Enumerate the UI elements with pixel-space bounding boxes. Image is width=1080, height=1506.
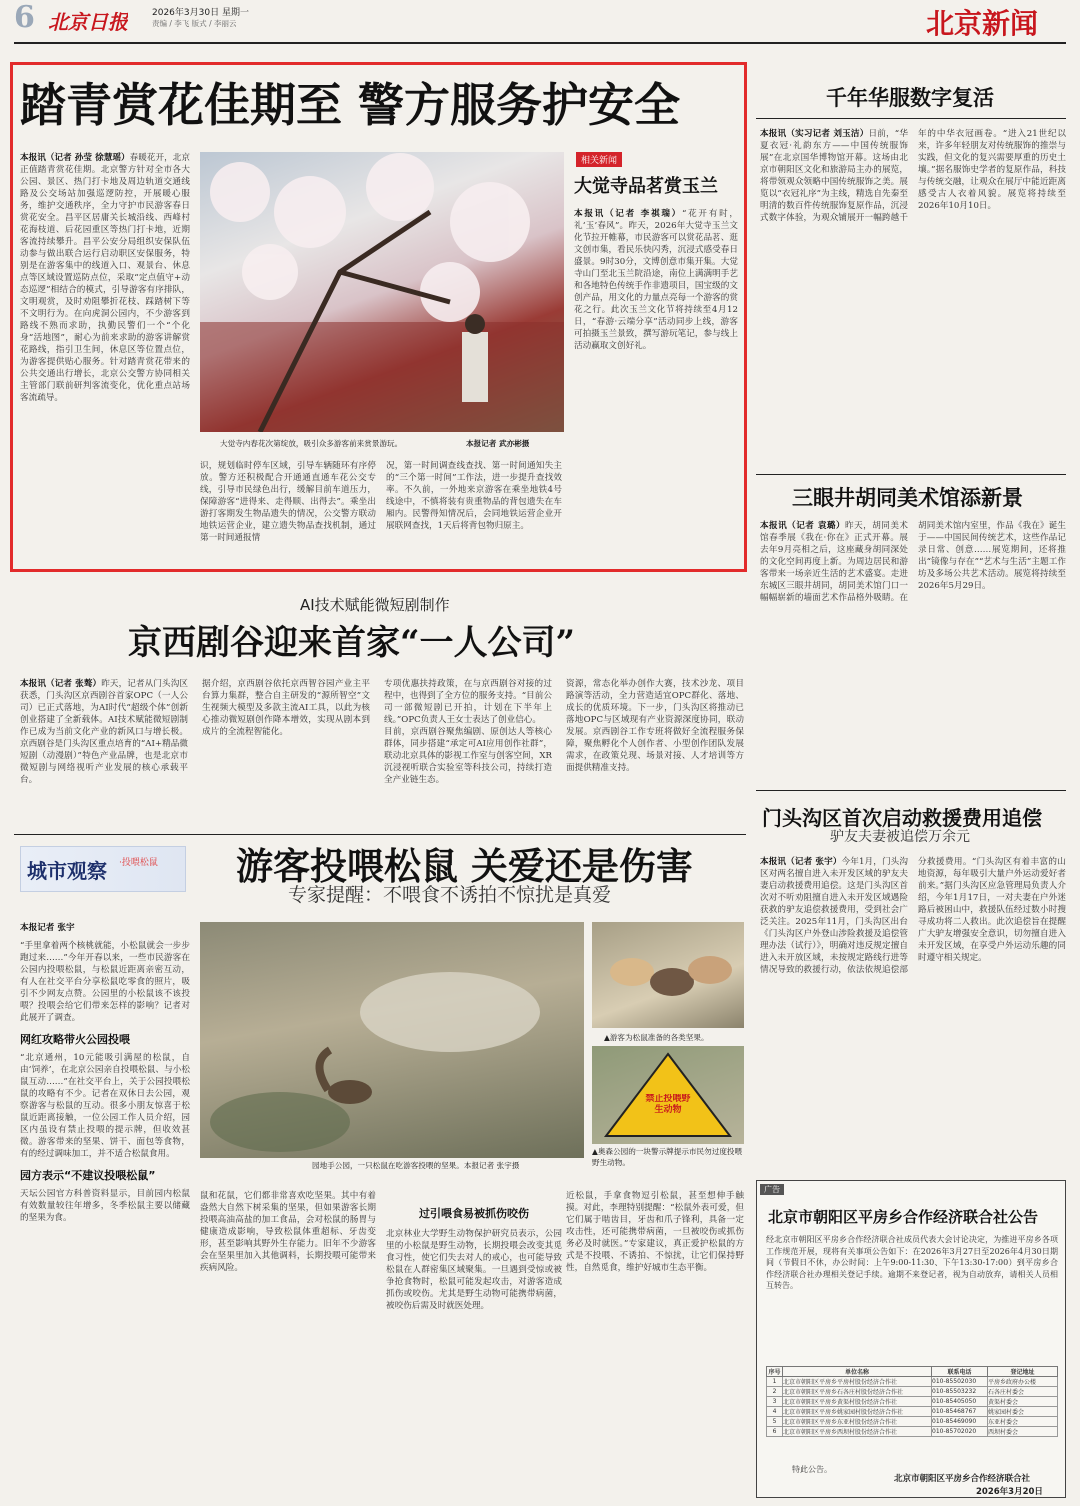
- notice-table-header: [767, 1367, 1058, 1377]
- ai-byline: 本报讯（记者 张骜）: [20, 679, 102, 689]
- notice-table-head-cell: 序号: [767, 1367, 783, 1377]
- museum-byline: 本报讯（记者 袁璐）: [760, 521, 846, 531]
- table-row: [767, 1417, 1058, 1427]
- masthead-rule: [14, 42, 1066, 44]
- rescue-subheadline: 驴友夫妻被追偿万余元: [830, 829, 970, 845]
- museum-top-rule: [756, 474, 1066, 475]
- ai-col1: [20, 678, 188, 828]
- notice-sign-date: 2026年3月20日: [976, 1487, 1043, 1497]
- notice-text: 经北京市朝阳区平房乡合作经济联合社成员代表大会讨论决定，为推进平房乡各项工作规范开展，现将有关事项公告如下：在2026年3月27日至2026年4月30日期间（节假日不休，办公时间：上午9:00-11:30、下午13:30-17:00）到平房乡合作经济联合社办理相关登记手续。逾期不来登记者，视为自动放弃，请相关人员相互转告。: [766, 1235, 1058, 1290]
- rescue-text: 今年1月，门头沟区对两名擅自进入未开发区域的驴友夫妻启动救援费用追偿。这是门头沟区首次对不听劝阻擅自进入未开发区域遇险获救的驴友追偿救援费用，受到社会广泛关注。2025年11月，门头沟区出台《门头沟区户外登山涉险救援及追偿管理办法（试行）》，明确对违反规定擅自进入未开放区域，未按规定路线行进等情况导致的救援行动，依法依规追偿部分救援费用。“门头沟区有着丰富的山地资源，每年吸引大量户外运动爱好者前来。”据门头沟区应急管理局负责人介绍，今年1月17日，一对夫妻在户外迷路后被困山中，救援队伍经过数小时搜寻成功将二人救出。此次追偿旨在提醒广大驴友增强安全意识，切勿擅自进入未开发区域，在享受户外运动乐趣的同时遵守相关规定。: [760, 857, 1066, 975]
- table-cell: 010-85405050: [932, 1397, 988, 1407]
- squirrel-intro: “手里拿着两个核桃就能，小松鼠就会一步步跑过来……”今年开春以来，一些市民游客在公园内投喂松鼠，与松鼠近距离亲密互动，有人在社交平台分享松鼠吃零食的照片，吸引不少网友点赞。公园里的小松鼠该不该投喂？投喂会给它们带来怎样的影响？记者对此展开了调查。: [20, 941, 190, 1023]
- nuts-photo: [592, 922, 744, 1028]
- table-cell: 北京市朝阳区平房乡黄渠村股份经济合作社: [783, 1397, 932, 1407]
- table-row: [767, 1407, 1058, 1417]
- squirrel-col-b-text: 北京林业大学野生动物保护研究员表示，公园里的小松鼠是野生动物，长期投喂会改变其觅食习性，使它们失去对人的戒心，也可能导致松鼠在人群密集区域聚集。一旦遇到受惊或被争抢食物时，松鼠可能发起攻击，对游客造成抓伤或咬伤。尤其是野生动物可能携带病菌，被咬伤后需及时就医处理。: [386, 1229, 562, 1311]
- related-news-text: “花开有时，礼‘玉’春风”。昨天，2026年大觉寺玉兰文化节拉开帷幕，市民游客可以赏花品茗、逛文创市集，看民乐快闪秀，沉浸式感受春日盛景。9时30分，文博创意市集开集。大觉寺山门至北玉兰院沿途，南位上满满明手艺和各地特色传统手作非遗项目，国宝级的文创产品，用文化的力量点亮每一个游客的赏花之行。此次玉兰文化节将持续至4月12日，“春游·云端分享”活动同步上线，游客可拍摄玉兰景致，撰写游玩笔记，参与线上活动赢取文创好礼。: [574, 209, 738, 351]
- table-cell: 010-85702020: [932, 1427, 988, 1437]
- main-col2: 识，规划临时停车区域，引导车辆随环有序停放。警方还积极配合开通通直通车花公交专线，引导市民绿色出行，缓解目前车道压力，保障游客“进得来、走得顺、出得去”。乘坐出游打客期发生物品遗失的情况，公交警方联动地铁运营企业，建立遗失物品查找机制，通过第一时间通报情: [200, 461, 376, 543]
- table-row: [767, 1427, 1058, 1437]
- related-news-tag: 相关新闻: [576, 152, 622, 167]
- main-col1-text: 春暖花开，北京正值踏青赏花佳期。北京警方针对全市各大公园、景区、热门打卡地及周边轨道交通线路及公交场站加强巡逻防控，开展暖心服务，维护交通秩序，全力守护市民游客春日赏花安全。昌平区居庸关长城沿线、西峰村花海枝道、后花园重区等热门打卡地，近期客流持续攀升。昌平公安分局组织安保队伍动参与做出联合运行启动职区安保服务，特别是在游客集中的线道入口、观景台、休息点等区域设置巡防点位，采取“定点值守+动态巡逻”相结合的模式，引导游客有序排队，文明观赏，及时劝阻攀折花枝、踩踏树下等不文明行为。在向虎洞公园内，不少游客到路线不熟而求助，执勤民警们一个“个化身“活地图”，耐心为前来求助的游客讲解赏花路线，指引卫生间，休息区等位置点位，为游客提供贴心服务。针对踏青赏花带来的公共交通出行增长，北京公交警方协同相关主管部门联前研判客流变化，优化重点站场客流疏导。: [20, 153, 190, 403]
- editors: 责编 / 李飞 版式 / 李丽云: [152, 19, 237, 28]
- table-cell: 北京市朝阳区平房乡石各庄村股份经济合作社: [783, 1387, 932, 1397]
- main-col3: 况，第一时间调查线查找、第一时间通知失主的“三个第一时间”工作法，进一步提升查找效率。不久前，一外地来京游客在乘坐地铁4号线途中，不慎将装有贵重物品的背包遗失在车厢内。民警得知情况后，会同地铁运营企业开展联网查找，1天后将背包物归原主。: [386, 461, 562, 531]
- table-cell: 4: [767, 1407, 783, 1417]
- warning-sign-text: 禁止投喂野生动物: [645, 1094, 691, 1115]
- table-cell: 3: [767, 1397, 783, 1407]
- notice-table-head-cell: 单位名称: [783, 1367, 932, 1377]
- article-hanfu-title: 千年华服数字复活: [826, 86, 994, 110]
- main-photo-credit: 本报记者 武亦彬摄: [466, 439, 530, 448]
- paper-name: 北京日报: [48, 10, 128, 34]
- rescue-byline: 本报讯（记者 张宇）: [760, 857, 842, 867]
- main-byline: 本报讯（记者 孙莹 徐慧瑶）: [20, 153, 130, 163]
- squirrel-subtext-2: 天坛公园官方科普资料显示，目前园内松鼠有效数量较往年增多，冬季松鼠主要以储藏的坚果为食。: [20, 1189, 190, 1223]
- hanfu-byline: 本报讯（实习记者 刘玉洁）: [760, 129, 869, 139]
- ai-col5: 资源，常态化举办创作大赛，技术沙龙、项目路演等活动，全力营造适宜OPC群化、落地、成长的优质环境。下一步，门头沟区将推动已落地OPC与区域现有产业资源深度协同，联动发展。京西剧谷工作专班将做好全流程服务保障，聚焦孵化个人创作者、小型创作团队发展需求，在政策兑现、场景对接、人才培训等方面提供精准支持。: [566, 679, 744, 773]
- museum-text: 昨天，胡同美术馆春季展《我在·你在》正式开幕。展去年9月亮相之后，这座藏身胡同深处的文化空间再度上新。为周边居民和游客带来一场亲近生活的艺术盛宴。走进东城区三眼井胡同，胡同美术馆门口一幅幅崭新的墙面艺术作品格外吸睛。在胡同美术馆内室里，作品《我在》诞生于——中国民间传统艺术，这些作品记录日常、创意……展览期间，还将推出“镜像与存在”“艺术与生活”主题工作坊及多场公共艺术活动。展览将持续至2026年5月29日。: [760, 521, 1066, 603]
- city-observe-label: 城市观察: [27, 859, 107, 883]
- ai-col2: 据介绍，京西剧谷依托京西智谷园产业主平台算力集群，整合自主研发的“源所智空”文生视频大模型及多款主流AI工具，以此为核心推动微短剧创作降本增效，实现从剧本到成片的全流程智能化。: [202, 679, 370, 737]
- article-museum-body: [760, 520, 1066, 780]
- warning-sign-photo: [592, 1046, 744, 1144]
- squirrel-subheadline: 专家提醒：不喂食不诱拍不惊扰是真爱: [288, 884, 612, 906]
- related-news-body: [574, 208, 738, 564]
- table-cell: 1: [767, 1377, 783, 1387]
- main-headline: 踏青赏花佳期至 警方服务护安全: [20, 78, 681, 132]
- squirrel-photo-main: [200, 922, 584, 1158]
- squirrel-subtext-1: “北京通州，10元能吸引满屋的松鼠，自由‘饲养’，在北京公园亲自投喂松鼠、与小松鼠互动……”在社交平台上，关于公园投喂松鼠的攻略有不少。记者在双休日去公园，观察游客与松鼠的互动。很多小朋友惊喜于松鼠近距离接触，一位公园工作人员介绍，园区内虽设有禁止投喂的提示牌，但收效甚微。游客带来的坚果、饼干、面包等食物，有的经过调味加工，并不适合松鼠食用。: [20, 1053, 190, 1159]
- squirrel-subhead-1: 网红攻略带火公园投喂: [20, 1033, 130, 1046]
- table-cell: 北京市朝阳区平房乡西坝村股份经济合作社: [783, 1427, 932, 1437]
- notice-title: 北京市朝阳区平房乡合作经济联合社公告: [768, 1208, 1039, 1226]
- table-cell: 北京市朝阳区平房乡东亚村股份经济合作社: [783, 1417, 932, 1427]
- ai-bottom-rule: [14, 834, 746, 835]
- hanfu-text: 日前，“华夏衣冠·礼韵东方——中国传统服饰展”在北京国华博物馆开幕。这场由北京市朝阳区文化和旅游局主办的展览，将带领观众领略中国传统服饰之美。展览以“衣冠礼序”为主线，精选自先秦至明清的数百件传统服饰复原作品，沉浸式数字体验，为观众铺展开一幅跨越千年的中华衣冠画卷。“进入21世纪以来，许多年轻朋友对传统服饰的推崇与实践，但文化的复兴需要厚重的历史土壤。”据名服饰史学者的复原作品，科技与传统交融，让观众在展厅中能近距离感受古人衣着风貌。展览将持续至2026年10月10日。: [760, 129, 1066, 223]
- table-cell: 黄渠村委会: [988, 1397, 1058, 1407]
- section-name: 北京新闻: [926, 7, 1039, 40]
- nuts-photo-caption: ▲游客为松鼠准备的各类坚果。: [604, 1033, 709, 1042]
- related-news-title: 大觉寺品茗赏玉兰: [574, 176, 718, 197]
- table-row: [767, 1397, 1058, 1407]
- ai-headline: 京西剧谷迎来首家“一人公司”: [128, 623, 576, 663]
- city-observe-box: [20, 846, 186, 892]
- squirrel-subhead-2: 园方表示“不建议投喂松鼠”: [20, 1169, 156, 1182]
- notice-tag: 广告: [760, 1184, 784, 1195]
- table-cell: 2: [767, 1387, 783, 1397]
- ai-col3: 专项优惠扶持政策，在与京西剧谷对接的过程中，也得到了全方位的服务支持。“目前公司一部微短剧已开拍，计划在下半年上线。”OPC负责人王女士表达了创业信心。: [384, 679, 552, 725]
- main-photo-caption: 大觉寺内春花次第绽放，吸引众多游客前来赏景游玩。: [220, 439, 403, 448]
- notice-table-head-cell: 联系电话: [932, 1367, 988, 1377]
- nuts-illustration: [592, 922, 744, 1028]
- squirrel-headline: 游客投喂松鼠 关爱还是伤害: [236, 844, 693, 888]
- table-cell: 010-85468767: [932, 1407, 988, 1417]
- table-cell: 石各庄村委会: [988, 1387, 1058, 1397]
- table-cell: 西坝村委会: [988, 1427, 1058, 1437]
- ai-col4: 目前，京西剧谷聚焦编剧、原创达人等核心群体，同步搭建“承定可AI应用创作社群”，联动北京具体的影视工作室与创客空间，XR沉浸视听联合实验室等科技公司，持续打造全产业链生态。: [384, 727, 552, 785]
- squirrel-byline: 本报记者 张宇: [20, 923, 75, 933]
- article-hanfu-body: [760, 128, 1066, 468]
- rescue-body: [760, 856, 1066, 1168]
- squirrel-col-left: [20, 922, 190, 1502]
- hanfu-rule: [756, 118, 1066, 119]
- page-number: 6: [14, 0, 35, 35]
- masthead: [0, 0, 1080, 44]
- table-cell: 010-85469090: [932, 1417, 988, 1427]
- squirrel-col-b: [386, 1190, 562, 1502]
- main-col1: [20, 152, 190, 562]
- city-observe-sub: ·投喂松鼠: [119, 858, 158, 868]
- squirrel-photo-caption: 园地手公园，一只松鼠在吃游客投喂的坚果。本报记者 张宇摄: [312, 1161, 520, 1170]
- rescue-headline: 门头沟区首次启动救援费用追偿: [762, 806, 1042, 830]
- table-cell: 5: [767, 1417, 783, 1427]
- notice-footer-note: 特此公告。: [792, 1465, 832, 1474]
- related-news-byline: 本报讯（记者 李祺瑞）: [574, 209, 682, 219]
- squirrel-col-a: 鼠和花鼠，它们都非常喜欢吃坚果。其中有着盎然大自然下树采集的坚果，但如果游客长期投喂高油高盐的加工食品，会对松鼠的肠胃与健康造成影响，导致松鼠体重超标、牙齿变形，甚至影响其野外生存能力。旧年不少游客会在坚果里加入其他调料，长期投喂可能带来疾病风险。: [200, 1191, 376, 1273]
- table-cell: 东亚村委会: [988, 1417, 1058, 1427]
- table-cell: 6: [767, 1427, 783, 1437]
- squirrel-col-c: 近松鼠，手拿食物逗引松鼠，甚至想伸手触摸。对此，李理特别提醒：“松鼠外表可爱，但它们属于啮齿目，牙齿和爪子锋利，具备一定攻击性，还可能携带病菌，一旦被咬伤或抓伤务必及时就医。”专家建议，真正爱护松鼠的方式是不投喂、不诱拍、不惊扰，让它们保持野性，自然觅食，维护好城市生态平衡。: [566, 1191, 744, 1273]
- notice-table: [766, 1366, 1058, 1437]
- squirrel-illustration: [200, 922, 584, 1158]
- article-museum-title: 三眼井胡同美术馆添新景: [792, 486, 1023, 510]
- warning-sign-caption: ▲奥森公园的一块警示牌提示市民勿过度投喂野生动物。: [592, 1147, 743, 1167]
- ai-col1-text: 昨天，记者从门头沟区获悉，门头沟区京西剧谷首家OPC（一人公司）已正式落地，为AI时代“超级个体”创新创业搭建了全新载体。AI技术赋能微短剧制作已成为当前文化产业的新风口与增长极。京西剧谷是门头沟区重点培育的“AI+精品微短剧（动漫剧）”特色产业品牌，也是北京市微短剧与网络视听产业发展的核心承载平台。: [20, 679, 188, 785]
- table-row: [767, 1387, 1058, 1397]
- notice-table-head-cell: 登记地址: [988, 1367, 1058, 1377]
- main-photo: [200, 152, 564, 432]
- table-cell: 010-85503232: [932, 1387, 988, 1397]
- table-cell: 北京市朝阳区平房乡姚家园村股份经济合作社: [783, 1407, 932, 1417]
- squirrel-col-b-head: 过引喂食易被抓伤咬伤: [419, 1207, 529, 1220]
- table-cell: 010-85502030: [932, 1377, 988, 1387]
- table-cell: 平房乡政府办公楼: [988, 1377, 1058, 1387]
- rescue-top-rule: [756, 790, 1066, 791]
- table-cell: 姚家园村委会: [988, 1407, 1058, 1417]
- notice-signature: 北京市朝阳区平房乡合作经济联合社: [894, 1474, 1031, 1484]
- table-row: [767, 1377, 1058, 1387]
- table-cell: 北京市朝阳区平房乡平房村股份经济合作社: [783, 1377, 932, 1387]
- issue-date: 2026年3月30日 星期一: [152, 8, 249, 18]
- blossom-photo-illustration: [200, 152, 564, 432]
- ai-kicker: AI技术赋能微短剧制作: [300, 596, 450, 614]
